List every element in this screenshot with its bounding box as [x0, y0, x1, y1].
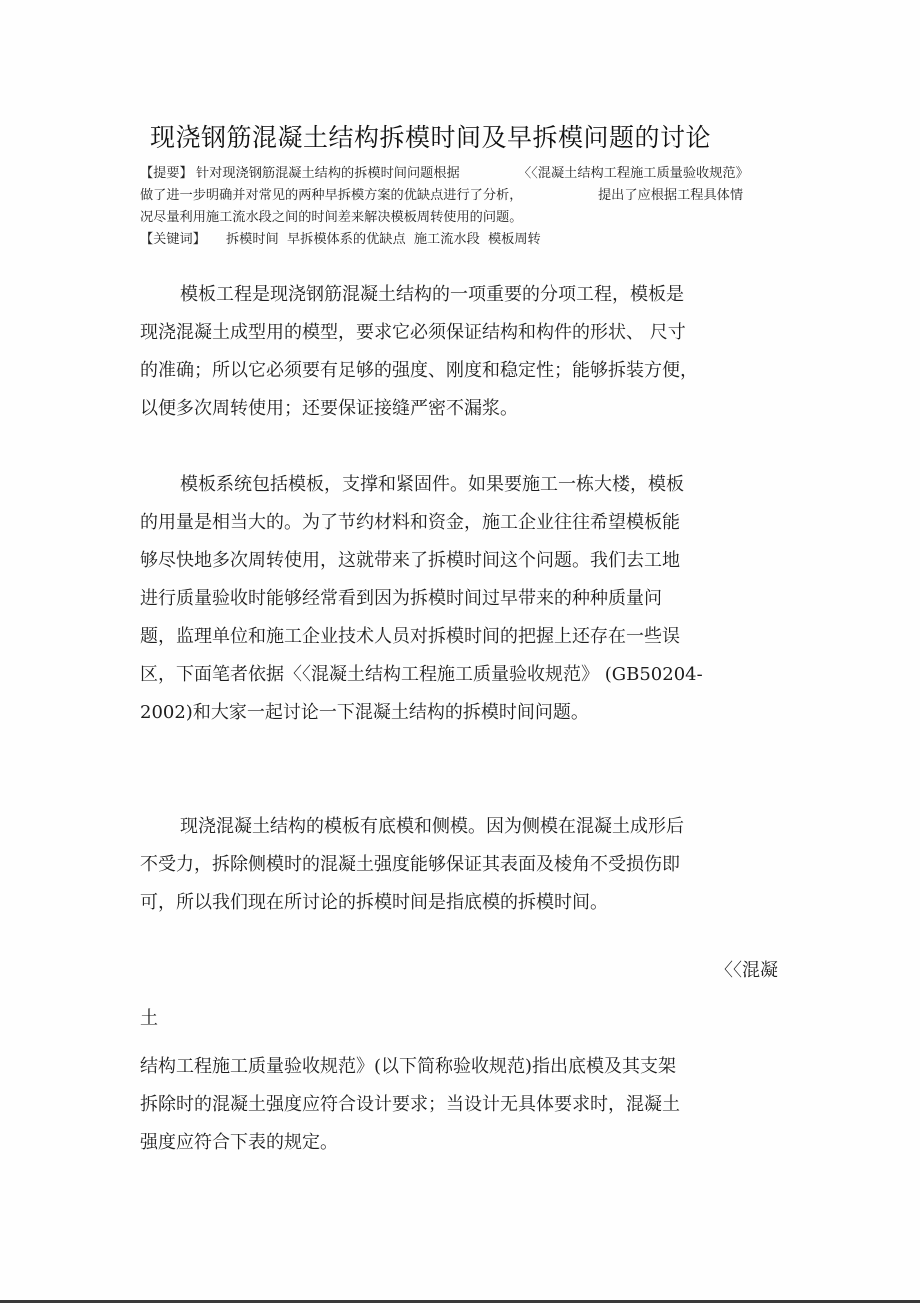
paragraph-line: 的用量是相当大的。为了节约材料和资金，施工企业往往希望模板能	[140, 512, 680, 533]
paragraph-3	[140, 808, 740, 922]
paragraph-1	[140, 276, 740, 428]
keywords-line	[140, 229, 820, 251]
paragraph-line: 模板系统包括模板，支撑和紧固件。如果要施工一栋大楼，模板	[180, 474, 684, 495]
paragraph-line: 拆除时的混凝土强度应符合设计要求；当设计无具体要求时，混凝土	[140, 1094, 680, 1115]
paragraph-line-fragment	[140, 952, 778, 990]
paragraph-line: 结构工程施工质量验收规范》(以下简称验收规范)指出底模及其支架	[140, 1056, 677, 1077]
abstract-text: 〈〈混凝土结构工程施工质量验收规范》	[518, 166, 749, 181]
abstract-text: 针对现浇钢筋混凝土结构的拆模时间问题根据	[196, 166, 460, 181]
abstract-line-1	[140, 163, 820, 185]
paragraph-line: 以便多次周转使用；还要保证接缝严密不漏浆。	[140, 398, 518, 419]
paragraph-line: 够尽快地多次周转使用，这就带来了拆模时间这个问题。我们去工地	[140, 550, 680, 571]
abstract-text: 况尽量利用施工流水段之间的时间差来解决模板周转使用的问题。	[140, 210, 523, 225]
paragraph-line: 不受力，拆除侧模时的混凝土强度能够保证其表面及棱角不受损伤即	[140, 854, 680, 875]
abstract-text: 做了进一步明确并对常见的两种早拆模方案的优缺点进行了分析，	[140, 188, 523, 203]
paragraph-line: 的准确；所以它必须要有足够的强度、刚度和稳定性；能够拆装方便，	[140, 360, 698, 381]
paragraph-line: 现浇混凝土成型用的模型，要求它必须保证结构和构件的形状、 尺寸	[140, 322, 686, 343]
abstract-line-2	[140, 185, 820, 207]
abstract-label: 【提要】	[140, 166, 193, 181]
abstract-text: 提出了应根据工程具体情	[598, 188, 744, 203]
paragraph-line: 区，下面笔者依据〈〈混凝土结构工程施工质量验收规范》 (GB50204-	[140, 664, 703, 685]
paragraph-line: 现浇混凝土结构的模板有底模和侧模。因为侧模在混凝土成形后	[180, 816, 684, 837]
paragraph-line: 模板工程是现浇钢筋混凝土结构的一项重要的分项工程，模板是	[180, 284, 684, 305]
paragraph-4	[140, 952, 778, 1162]
paragraph-line: 题，监理单位和施工企业技术人员对拆模时间的把握上还存在一些误	[140, 626, 680, 647]
paragraph-line: 强度应符合下表的规定。	[140, 1132, 338, 1153]
abstract-block	[140, 163, 820, 251]
document-title: 现浇钢筋混凝土结构拆模时间及早拆模问题的讨论	[150, 123, 712, 152]
paragraph-2	[140, 466, 740, 732]
paragraph-line: 进行质量验收时能够经常看到因为拆模时间过早带来的种种质量问	[140, 588, 662, 609]
paragraph-line: 2002)和大家一起讨论一下混凝土结构的拆模时间问题。	[140, 702, 589, 723]
right-aligned-fragment: 〈〈混凝	[715, 960, 778, 981]
keywords-label: 【关键词】	[140, 232, 206, 247]
abstract-line-3	[140, 207, 820, 229]
paragraph-line: 可，所以我们现在所讨论的拆模时间是指底模的拆模时间。	[140, 892, 608, 913]
paragraph-line: 土	[140, 1008, 158, 1029]
keywords-text: 拆模时间 早拆模体系的优缺点 施工流水段 模板周转	[226, 232, 541, 247]
